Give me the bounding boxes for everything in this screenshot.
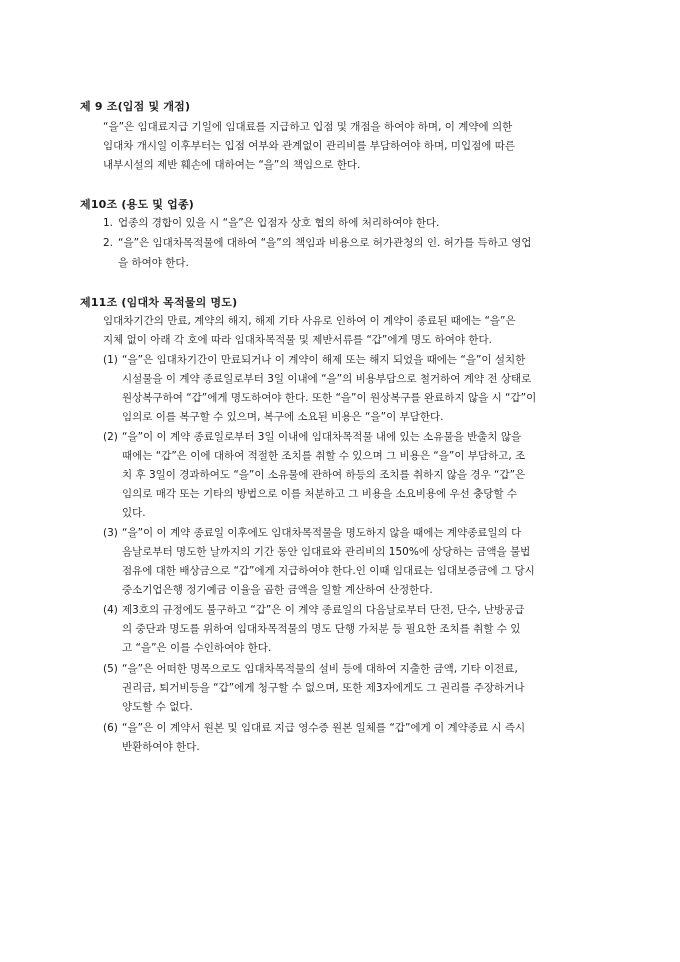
list-item-line: “을”은 이 계약서 원본 및 임대료 지급 영수증 원본 일체를 “갑”에게 이 계약종료 시 즉시 (122, 722, 526, 734)
list-item-line: 의 중단과 명도를 위하여 임대차목적물의 명도 단행 가처분 등 필요한 조치를 취할 수 있 (122, 623, 521, 635)
article-9-line: 임대차 개시일 이후부터는 입점 여부와 관계없이 관리비를 부담하여야 하며, 미입점에 따른 (103, 140, 516, 152)
list-item-line: 반환하여야 한다. (122, 741, 200, 753)
list-item-line: 고 “을”은 이를 수인하여야 한다. (122, 642, 272, 654)
list-item-line: 을 하여야 한다. (118, 257, 189, 269)
article-11-line: 지체 없이 아래 각 호에 따라 임대차목적물 및 제반서류를 “갑”에게 명도 하여야 한다. (103, 334, 492, 346)
list-item-line: 임의로 매각 또는 기타의 방법으로 이를 처분하고 그 비용을 소요비용에 우선 충당할 수 (122, 488, 518, 500)
list-item-line: 권리금, 퇴거비등을 “갑”에게 청구할 수 없으며, 또한 제3자에게도 그 권리를 주장하거나 (122, 682, 525, 694)
article-10-heading: 제10조 (용도 및 업종) (80, 198, 195, 211)
list-item-line: 때에는 “갑”은 이에 대하여 적절한 조치를 취할 수 있으며 그 비용은 “을”이 부담하고, 조 (122, 450, 526, 462)
list-item-line: “을”은 임대차기간이 만료되거나 이 계약이 해제 또는 해지 되었을 때에는 “을”이 설치한 (122, 354, 526, 366)
article-9-line: 내부시설의 제반 훼손에 대하여는 “을”의 책임으로 한다. (103, 159, 361, 171)
list-item-line: “을”이 이 계약 종료일 이후에도 임대차목적물을 명도하지 않을 때에는 계약종료일의 다 (122, 527, 522, 539)
list-item-line: 중소기업은행 정기예금 이율을 곱한 금액을 일할 계산하여 산정한다. (122, 584, 433, 596)
list-item-line: “을”은 임대차목적물에 대하여 “을”의 책임과 비용으로 허가관청의 인. 허가를 득하고 영업 (118, 237, 532, 249)
list-marker: (4) (103, 604, 118, 616)
list-marker: 2. (103, 237, 114, 249)
list-marker: 1. (103, 217, 114, 229)
article-9-heading: 제 9 조(입점 및 개점) (80, 100, 191, 113)
list-item-line: “을”은 어떠한 명목으로도 임대차목적물의 설비 등에 대하여 지출한 금액, 기타 이전료, (122, 663, 518, 675)
list-item-line: 치 후 3일이 경과하여도 “을”이 소유물에 관하여 하등의 조치를 취하지 않을 경우 “갑”은 (122, 469, 526, 481)
list-item-line: 제3호의 규정에도 불구하고 “갑”은 이 계약 종료일의 다음날로부터 단전, 단수, 난방공급 (122, 604, 525, 616)
article-9-line: “을”은 임대료지급 기일에 임대료를 지급하고 입점 및 개점을 하여야 하며, 이 계약에 의한 (103, 121, 513, 133)
list-marker: (2) (103, 431, 118, 443)
list-item-line: “을”이 이 계약 종료일로부터 3일 이내에 임대차목적물 내에 있는 소유물을 반출치 않을 (122, 431, 522, 443)
list-marker: (1) (103, 354, 118, 366)
list-item-line: 있다. (122, 507, 146, 519)
list-marker: (3) (103, 527, 118, 539)
list-item-line: 시설물을 이 계약 종료일로부터 3일 이내에 “을”의 비용부담으로 철거하여 계약 전 상태로 (122, 373, 532, 385)
list-item-line: 임의로 이를 복구할 수 있으며, 복구에 소요된 비용은 “을”이 부담한다. (122, 411, 444, 423)
list-item-line: 양도할 수 없다. (122, 701, 193, 713)
list-marker: (6) (103, 722, 118, 734)
list-item-line: 음날로부터 명도한 날까지의 기간 동안 임대료와 관리비의 150%에 상당하는 금액을 불법 (122, 546, 531, 558)
list-item-line: 업종의 경합이 있을 시 “을”은 입점자 상호 협의 하에 처리하여야 한다. (118, 217, 440, 229)
list-marker: (5) (103, 663, 118, 675)
list-item-line: 점유에 대한 배상금으로 “갑”에게 지급하여야 한다.인 이때 임대료는 임대보증금에 그 당시 (122, 565, 535, 577)
list-item-line: 원상복구하여 “갑”에게 명도하여야 한다. 또한 “을”이 원상복구를 완료하지 않을 시 “갑”이 (122, 392, 537, 404)
article-11-heading: 제11조 (임대차 목적물의 명도) (80, 296, 238, 309)
article-11-line: 임대차기간의 만료, 계약의 해지, 해제 기타 사유로 인하여 이 계약이 종료된 때에는 “을”은 (103, 315, 516, 327)
